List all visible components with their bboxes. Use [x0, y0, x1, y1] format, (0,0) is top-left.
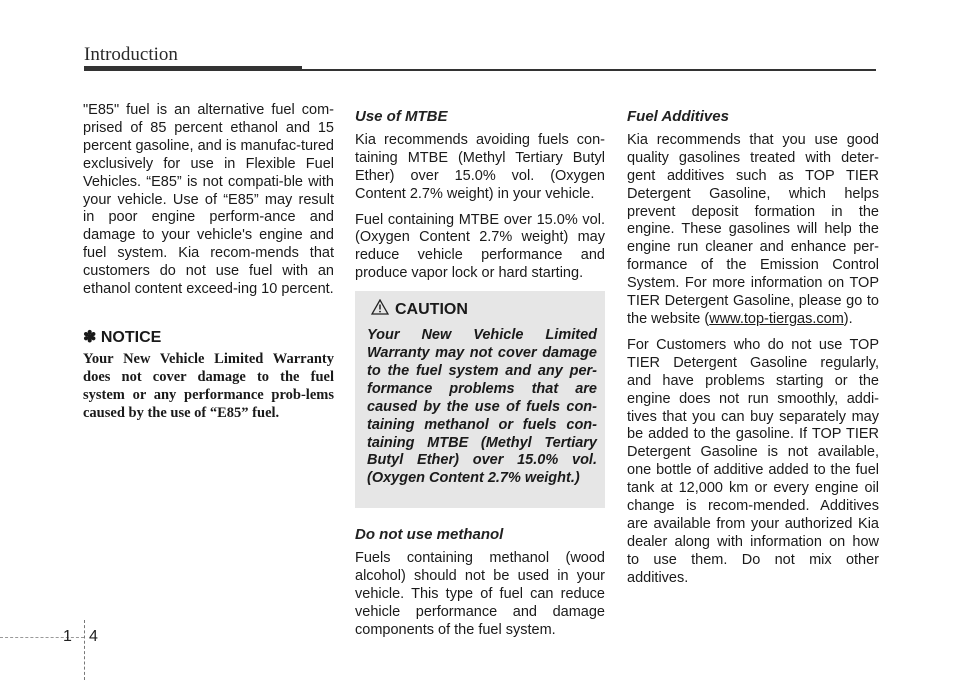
additives-paragraph-1-text: Kia recommends that you use good quality gasolines treated with deter-gent additives such as TOP TIER Detergent Gasoline, which helps prevent deposit formation in the engine. These gasolines will help the engine run cleaner and enhance per-formance of the Emission Control System. For more information on TOP TIER Detergent Gasoline, please go to the website ( — [627, 131, 879, 327]
notice-text: Your New Vehicle Limited Warranty does not cover damage to the fuel system or any performance prob-lems caused by the use of “E85” fuel. — [83, 350, 334, 421]
e85-paragraph: "E85" fuel is an alternative fuel com-prised of 85 percent ethanol and 15 percent gasoline, and is manufac-tured exclusively for use in Flexible Fuel Vehicles. “E85” is not compati-ble with your vehicle. Use of “E85” may result in poor engine perform-ance and damage to your vehicle's engine and fuel system. Kia recom-mends that customers do not use fuel with an ethanol content exceed-ing 10 percent. — [83, 102, 334, 298]
mtbe-paragraph-2: Fuel containing MTBE over 15.0% vol. (Oxygen Content 2.7% weight) may reduce vehicle performance and produce vapor lock or hard starting. — [355, 211, 605, 282]
caution-text: Your New Vehicle Limited Warranty may not cover damage to the fuel system and any per-formance problems that are caused by the use of fuels con-taining methanol or fuels con-taining MTBE (Methyl Tertiary Butyl Ether) over 15.0% vol. (Oxygen Content 2.7% weight.) — [367, 327, 597, 487]
footer-divider — [84, 620, 85, 680]
additives-paragraph-1-end: ). — [843, 310, 853, 327]
methanol-heading: Do not use methanol — [355, 526, 504, 544]
additives-paragraph-1 — [627, 132, 879, 329]
caution-label: CAUTION — [395, 301, 468, 319]
methanol-paragraph: Fuels containing methanol (wood alcohol) should not be used in your vehicle. This type of fuel can reduce vehicle performance and damage components of the fuel system. — [355, 550, 605, 638]
section-number: 1 — [63, 628, 72, 645]
page-header-title: Introduction — [84, 44, 178, 65]
additives-paragraph-2: For Customers who do not use TOP TIER Detergent Gasoline regularly, and have problems starting or the engine does not run smoothly, addi-tives that you can buy separately may be added to the gasoline. If TOP TIER Detergent Gasoline is not available, one bottle of additive added to the fuel tank at 12,000 km or every engine oil change is recom-mended. Additives are available from your authorized Kia dealer along with information on how to use them. Do not mix other additives. — [627, 336, 879, 586]
column-3 — [627, 108, 879, 596]
column-1 — [83, 102, 334, 431]
header-bar-thick — [84, 66, 302, 71]
warning-triangle-icon — [371, 299, 389, 321]
notice-heading: ✽ NOTICE — [83, 328, 162, 346]
caution-header — [367, 299, 597, 321]
header-bar-thin — [302, 69, 876, 71]
toptier-website-link[interactable]: www.top-tiergas.com — [709, 310, 844, 327]
mtbe-paragraph-1: Kia recommends avoiding fuels con-taining MTBE (Methyl Tertiary Butyl Ether) over 15.0% vol. (Oxygen Content 2.7% weight) in your vehicle. — [355, 131, 605, 202]
mtbe-heading: Use of MTBE — [355, 108, 448, 125]
fuel-additives-heading: Fuel Additives — [627, 108, 729, 125]
page-number: 4 — [89, 628, 98, 645]
caution-box — [355, 291, 605, 508]
column-2 — [355, 108, 605, 648]
